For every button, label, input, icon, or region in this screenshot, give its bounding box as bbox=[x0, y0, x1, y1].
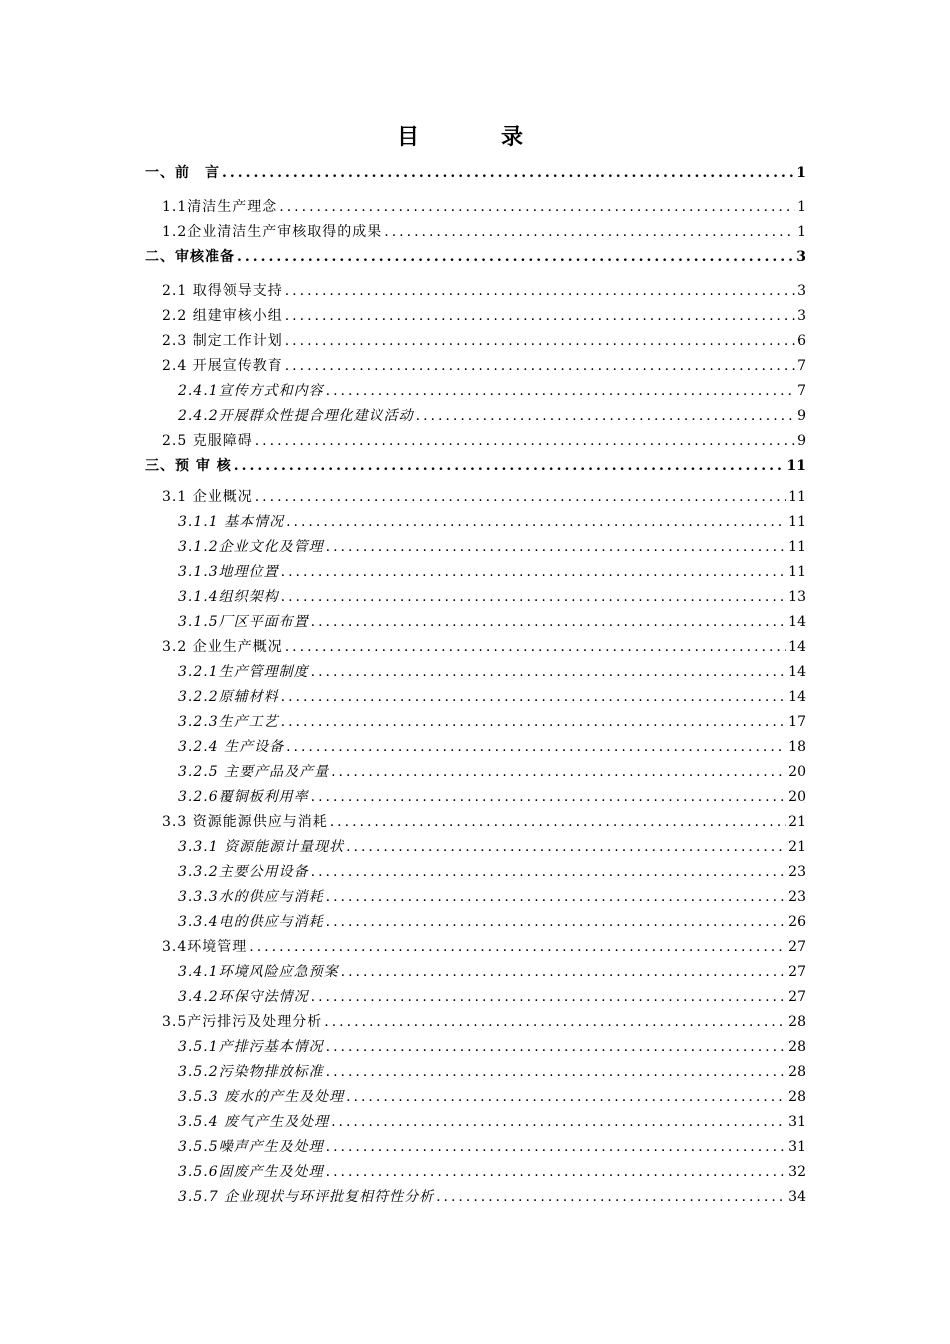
toc-leader-dots bbox=[311, 785, 787, 809]
toc-entry-label: 2.1 取得领导支持 bbox=[162, 283, 283, 299]
toc-leader-dots bbox=[234, 454, 785, 478]
toc-entry-page-number: 9 bbox=[797, 408, 806, 424]
toc-leader-dots bbox=[255, 429, 795, 453]
toc-entry-page-number: 31 bbox=[788, 1114, 806, 1130]
toc-entry-label: 2.4.2开展群众性提合理化建议活动 bbox=[178, 408, 414, 424]
toc-entry[interactable] bbox=[162, 329, 806, 353]
toc-entry[interactable] bbox=[162, 195, 806, 219]
toc-entry-label: 3.5.1产排污基本情况 bbox=[178, 1039, 324, 1055]
toc-entry-label: 3.5.6固废产生及处理 bbox=[178, 1164, 324, 1180]
toc-entry-page-number: 18 bbox=[788, 739, 806, 755]
toc-entry[interactable] bbox=[178, 1185, 806, 1209]
toc-entry[interactable] bbox=[178, 960, 806, 984]
toc-leader-dots bbox=[384, 220, 795, 244]
toc-entry-label: 3.2.1生产管理制度 bbox=[178, 664, 309, 680]
toc-entry-page-number: 11 bbox=[788, 489, 806, 505]
toc-entry-label: 3.1.1 基本情况 bbox=[178, 514, 285, 530]
toc-entry-label: 3.4.1环境风险应急预案 bbox=[178, 964, 339, 980]
toc-entry-page-number: 6 bbox=[797, 333, 806, 349]
toc-entry-label: 3.5.7 企业现状与环评批复相符性分析 bbox=[178, 1189, 435, 1205]
toc-entry-page-number: 32 bbox=[788, 1164, 806, 1180]
toc-entry-page-number: 21 bbox=[788, 814, 806, 830]
toc-entry[interactable] bbox=[162, 1010, 806, 1034]
toc-leader-dots bbox=[281, 685, 787, 709]
toc-entry[interactable] bbox=[162, 810, 806, 834]
toc-entry[interactable] bbox=[178, 535, 806, 559]
toc-leader-dots bbox=[286, 735, 786, 759]
toc-entry[interactable] bbox=[178, 685, 806, 709]
toc-entry-page-number: 23 bbox=[788, 864, 806, 880]
toc-leader-dots bbox=[346, 1085, 786, 1109]
toc-entry-label: 3.5.4 废气产生及处理 bbox=[178, 1114, 330, 1130]
toc-entry[interactable] bbox=[178, 885, 806, 909]
toc-entry[interactable] bbox=[145, 454, 806, 478]
toc-entry-label: 3.2.4 生产设备 bbox=[178, 739, 285, 755]
toc-entry-label: 3.3.2主要公用设备 bbox=[178, 864, 309, 880]
toc-title: 目 录 bbox=[396, 124, 553, 150]
toc-entry-page-number: 11 bbox=[788, 539, 806, 555]
toc-entry-label: 二、审核准备 bbox=[145, 249, 235, 265]
toc-entry-page-number: 27 bbox=[788, 989, 806, 1005]
toc-entry[interactable] bbox=[178, 835, 806, 859]
toc-entry-label: 3.4环境管理 bbox=[162, 939, 248, 955]
toc-leader-dots bbox=[249, 935, 786, 959]
toc-leader-dots bbox=[330, 810, 786, 834]
toc-entry[interactable] bbox=[145, 161, 806, 185]
toc-entry-page-number: 23 bbox=[788, 889, 806, 905]
toc-entry-label: 1.2企业清洁生产审核取得的成果 bbox=[162, 224, 383, 240]
toc-entry-label: 2.5 克服障碍 bbox=[162, 433, 253, 449]
toc-entry-label: 3.5产污排污及处理分析 bbox=[162, 1014, 323, 1030]
toc-entry-label: 3.3 资源能源供应与消耗 bbox=[162, 814, 328, 830]
toc-entry-page-number: 1 bbox=[797, 199, 806, 215]
toc-leader-dots bbox=[285, 635, 786, 659]
toc-entry-page-number: 9 bbox=[797, 433, 806, 449]
toc-entry[interactable] bbox=[162, 429, 806, 453]
toc-entry-page-number: 14 bbox=[788, 689, 806, 705]
toc-leader-dots bbox=[281, 560, 787, 584]
toc-entry[interactable] bbox=[178, 910, 806, 934]
toc-leader-dots bbox=[326, 885, 787, 909]
toc-leader-dots bbox=[326, 1160, 787, 1184]
toc-entry-label: 三、预 审 核 bbox=[145, 458, 232, 474]
toc-entry-page-number: 7 bbox=[797, 383, 806, 399]
toc-entry-label: 3.1.3地理位置 bbox=[178, 564, 279, 580]
toc-leader-dots bbox=[326, 1135, 787, 1159]
toc-entry-label: 2.3 制定工作计划 bbox=[162, 333, 283, 349]
toc-entry-label: 3.5.2污染物排放标准 bbox=[178, 1064, 324, 1080]
toc-leader-dots bbox=[285, 329, 795, 353]
toc-leader-dots bbox=[311, 610, 787, 634]
toc-leader-dots bbox=[416, 404, 795, 428]
toc-entry-label: 3.2.6覆铜板利用率 bbox=[178, 789, 309, 805]
toc-entry-page-number: 3 bbox=[796, 249, 806, 265]
toc-entry-label: 3.2.3生产工艺 bbox=[178, 714, 279, 730]
toc-entry-page-number: 17 bbox=[788, 714, 806, 730]
toc-leader-dots bbox=[281, 710, 787, 734]
toc-leader-dots bbox=[279, 195, 795, 219]
toc-entry-label: 3.3.4电的供应与消耗 bbox=[178, 914, 324, 930]
toc-entry[interactable] bbox=[178, 610, 806, 634]
toc-entry[interactable] bbox=[178, 735, 806, 759]
toc-entry[interactable] bbox=[178, 1160, 806, 1184]
toc-entry[interactable] bbox=[178, 785, 806, 809]
toc-entry-page-number: 11 bbox=[788, 564, 806, 580]
toc-entry-page-number: 20 bbox=[788, 764, 806, 780]
toc-entry[interactable] bbox=[162, 304, 806, 328]
toc-entry-page-number: 11 bbox=[788, 514, 806, 530]
toc-entry-label: 3.1.2企业文化及管理 bbox=[178, 539, 324, 555]
toc-entry-page-number: 27 bbox=[788, 964, 806, 980]
toc-entry-label: 3.1.5厂区平面布置 bbox=[178, 614, 309, 630]
toc-entry-page-number: 1 bbox=[797, 224, 806, 240]
toc-entry-label: 2.2 组建审核小组 bbox=[162, 308, 283, 324]
toc-entry-label: 2.4.1宣传方式和内容 bbox=[178, 383, 324, 399]
toc-leader-dots bbox=[326, 1035, 787, 1059]
toc-entry-label: 一、前 言 bbox=[145, 165, 220, 181]
toc-entry[interactable] bbox=[178, 1135, 806, 1159]
toc-entry-page-number: 7 bbox=[797, 358, 806, 374]
toc-entry[interactable] bbox=[162, 279, 806, 303]
toc-entry-page-number: 1 bbox=[796, 165, 806, 181]
toc-entry-label: 3.2.5 主要产品及产量 bbox=[178, 764, 330, 780]
toc-entry[interactable] bbox=[178, 710, 806, 734]
toc-entry[interactable] bbox=[178, 760, 806, 784]
toc-entry[interactable] bbox=[162, 220, 806, 244]
toc-entry[interactable] bbox=[178, 404, 806, 428]
toc-entry-page-number: 11 bbox=[786, 458, 806, 474]
toc-leader-dots bbox=[222, 161, 794, 185]
toc-entry[interactable] bbox=[178, 379, 806, 403]
toc-entry-label: 2.4 开展宣传教育 bbox=[162, 358, 283, 374]
toc-entry-label: 1.1清洁生产理念 bbox=[162, 199, 278, 215]
toc-entry[interactable] bbox=[162, 635, 806, 659]
toc-leader-dots bbox=[237, 245, 794, 269]
toc-leader-dots bbox=[346, 835, 786, 859]
toc-entry[interactable] bbox=[178, 660, 806, 684]
toc-entry-page-number: 21 bbox=[788, 839, 806, 855]
toc-entry[interactable] bbox=[178, 585, 806, 609]
toc-leader-dots bbox=[341, 960, 787, 984]
toc-entry-page-number: 3 bbox=[797, 283, 806, 299]
toc-entry[interactable] bbox=[178, 1035, 806, 1059]
toc-leader-dots bbox=[285, 279, 795, 303]
toc-leader-dots bbox=[326, 535, 787, 559]
toc-leader-dots bbox=[436, 1185, 786, 1209]
toc-entry-label: 3.4.2环保守法情况 bbox=[178, 989, 309, 1005]
toc-entry-page-number: 13 bbox=[788, 589, 806, 605]
toc-entry[interactable] bbox=[162, 935, 806, 959]
toc-entry-page-number: 34 bbox=[788, 1189, 806, 1205]
toc-entry-page-number: 28 bbox=[788, 1014, 806, 1030]
toc-entry-label: 3.3.3水的供应与消耗 bbox=[178, 889, 324, 905]
toc-entry[interactable] bbox=[162, 485, 806, 509]
toc-entry[interactable] bbox=[178, 860, 806, 884]
toc-entry-page-number: 3 bbox=[797, 308, 806, 324]
toc-entry-page-number: 28 bbox=[788, 1064, 806, 1080]
toc-leader-dots bbox=[331, 760, 786, 784]
toc-leader-dots bbox=[324, 1010, 786, 1034]
toc-entry[interactable] bbox=[145, 245, 806, 269]
toc-leader-dots bbox=[326, 1060, 787, 1084]
toc-entry-page-number: 28 bbox=[788, 1089, 806, 1105]
toc-entry-page-number: 27 bbox=[788, 939, 806, 955]
toc-leader-dots bbox=[311, 985, 787, 1009]
toc-entry-label: 3.1.4组织架构 bbox=[178, 589, 279, 605]
toc-entry-label: 3.3.1 资源能源计量现状 bbox=[178, 839, 345, 855]
toc-leader-dots bbox=[255, 485, 786, 509]
toc-leader-dots bbox=[285, 354, 795, 378]
toc-entry[interactable] bbox=[162, 354, 806, 378]
toc-entry-page-number: 20 bbox=[788, 789, 806, 805]
toc-leader-dots bbox=[281, 585, 787, 609]
toc-entry[interactable] bbox=[178, 985, 806, 1009]
toc-leader-dots bbox=[326, 379, 795, 403]
toc-entry[interactable] bbox=[178, 560, 806, 584]
toc-entry-page-number: 14 bbox=[788, 664, 806, 680]
toc-entry-page-number: 28 bbox=[788, 1039, 806, 1055]
toc-entry[interactable] bbox=[178, 1085, 806, 1109]
toc-leader-dots bbox=[311, 660, 787, 684]
toc-entry-page-number: 26 bbox=[788, 914, 806, 930]
toc-leader-dots bbox=[285, 304, 795, 328]
toc-entry[interactable] bbox=[178, 1060, 806, 1084]
toc-entry-label: 3.2 企业生产概况 bbox=[162, 639, 283, 655]
toc-entry-page-number: 14 bbox=[788, 614, 806, 630]
toc-leader-dots bbox=[331, 1110, 786, 1134]
toc-entry-label: 3.1 企业概况 bbox=[162, 489, 253, 505]
toc-leader-dots bbox=[326, 910, 787, 934]
toc-entry-page-number: 14 bbox=[788, 639, 806, 655]
toc-entry-label: 3.5.3 废水的产生及处理 bbox=[178, 1089, 345, 1105]
toc-entry-label: 3.5.5噪声产生及处理 bbox=[178, 1139, 324, 1155]
toc-entry[interactable] bbox=[178, 510, 806, 534]
toc-entry-label: 3.2.2原辅材料 bbox=[178, 689, 279, 705]
toc-leader-dots bbox=[311, 860, 787, 884]
toc-entry-page-number: 31 bbox=[788, 1139, 806, 1155]
toc-leader-dots bbox=[286, 510, 786, 534]
toc-entry[interactable] bbox=[178, 1110, 806, 1134]
